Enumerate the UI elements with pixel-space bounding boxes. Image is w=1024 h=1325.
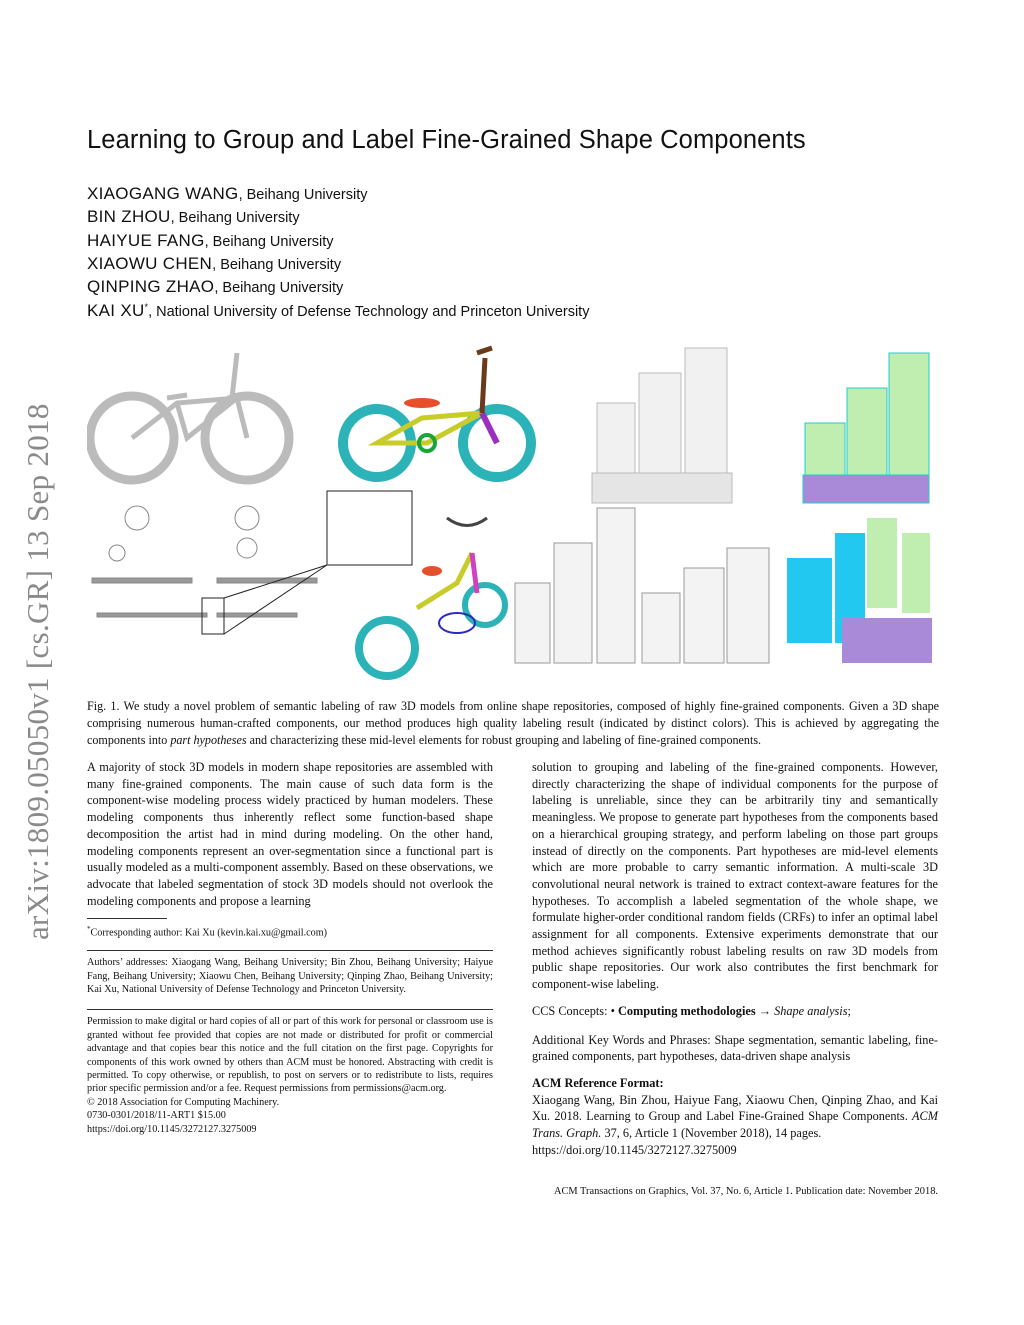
copyright-line: © 2018 Association for Computing Machinery. — [87, 1096, 280, 1108]
caption-text: and characterizing these mid-level elements for robust grouping and labeling of fine-grained components. — [246, 732, 762, 747]
exploded-labeled-cabinet — [787, 518, 932, 663]
caption-emphasis: part hypotheses — [170, 732, 247, 747]
author-name: QINPING ZHAO — [87, 277, 215, 296]
page-footer: ACM Transactions on Graphics, Vol. 37, No. 6, Article 1. Publication date: November 2018. — [553, 1186, 938, 1197]
exploded-components — [92, 491, 412, 634]
author-name: XIAOWU CHEN — [87, 254, 213, 273]
ccs-category: Computing methodologies — [617, 1003, 756, 1018]
keywords: Additional Key Words and Phrases: Shape segmentation, semantic labeling, fine-grained components, part hypotheses, data-driven shape analysis — [532, 1032, 938, 1064]
author-name: KAI XU — [87, 301, 145, 320]
author-mark: * — [144, 302, 149, 313]
exploded-cabinet — [515, 508, 769, 663]
arxiv-identifier: arXiv:1809.05050v1 [cs.GR] 13 Sep 2018 — [20, 403, 55, 940]
reference-heading — [532, 1075, 938, 1092]
author-line — [87, 231, 334, 251]
author-name: BIN ZHOU — [87, 207, 171, 226]
author-affiliation: , National University of Defense Technology and Princeton University — [148, 304, 590, 320]
ccs-concepts — [532, 1003, 938, 1020]
reference-citation — [532, 1092, 938, 1142]
author-affiliation: , Beihang University — [212, 257, 342, 273]
abstract-paragraph: solution to grouping and labeling of the fine-grained components. However, directly characterizing the shape of individual components for the purpose of labeling is unreliable, since they can be arbitrarily tiny and semantically meaningless. We propose to generate part hypotheses from the components based on a hierarchical grouping strategy, and perform labeling on those part groups instead of directly on the components. Part hypotheses are mid-level elements which are more probable to carry semantic information. A multi-scale 3D convolutional neural network is trained to extract context-aware features for the hypotheses. To accomplish a labeled segmentation of the whole shape, we formulate higher-order conditional random fields (CRFs) to infer an optimal label assignment for all components. Extensive experiments demonstrate that our method achieves significantly robust labeling results on raw 3D models from public shape repositories. Our work also contributes the first benchmark for component-wise labeling. — [532, 760, 938, 992]
permission-notice: Permission to make digital or hard copies of all or part of this work for personal or classroom use is granted without fee provided that copies are not made or distributed for profit or commercial advantage and that copies bear this notice and the full citation on the first page. Copyrights for components of this work owned by others than ACM must be honored. Abstracting with credit is permitted. To copy otherwise, or republish, to post on servers or to redistribute to lists, requires prior specific permission and/or a fee. Request permissions from permissions@acm.org. — [87, 1016, 493, 1095]
figure-caption — [87, 698, 939, 748]
ccs-label: CCS Concepts: • — [532, 1003, 618, 1018]
author-line — [87, 301, 589, 321]
author-line — [87, 184, 368, 204]
colored-bicycle — [343, 348, 531, 477]
left-column — [87, 759, 493, 1136]
footnote-rule — [87, 918, 167, 919]
reference-heading-text: ACM Reference Format: — [532, 1075, 664, 1090]
ccs-subcategory: Shape analysis — [774, 1003, 848, 1018]
reference-doi-link[interactable]: https://doi.org/10.1145/3272127.3275009 — [532, 1142, 737, 1157]
doi-link[interactable]: https://doi.org/10.1145/3272127.3275009 — [87, 1123, 257, 1135]
paper-title: Learning to Group and Label Fine-Grained Shape Components — [87, 126, 806, 154]
footnote-text: Corresponding author: Kai Xu (kevin.kai.xu@gmail.com) — [90, 927, 328, 939]
author-affiliation: , Beihang University — [170, 210, 300, 226]
footnote-mark: * — [87, 925, 91, 934]
labeled-cabinet — [803, 353, 929, 503]
divider — [87, 950, 493, 951]
caption-text: We study a novel problem of semantic labeling of raw 3D models from online shape repositories, composed of highly fine-grained components. Given a 3D shape comprising numerous human-crafted components, our method produces high quality labeling result (indicated by distinct colors). This is achieved by aggregating the components into — [87, 699, 939, 747]
right-column — [532, 759, 938, 1158]
author-name: HAIYUE FANG — [87, 231, 205, 250]
author-line — [87, 207, 300, 227]
citation-text: 37, 6, Article 1 (November 2018), 14 pages. — [601, 1126, 822, 1141]
divider — [87, 1009, 493, 1010]
abstract-paragraph: A majority of stock 3D models in modern shape repositories are assembled with many fine-grained components. The main cause of such data form is the component-wise modeling process widely practiced by human modelers. These modeling components thus inherently reflect some function-based shape decomposition the artist had in mind during modeling. On the other hand, modeling components represent an over-segmentation since a functional part is usually modeled as a multi-component assembly. Based on these observations, we advocate that labeled segmentation of stock 3D models should not overlook the modeling components and propose a learning — [87, 760, 493, 908]
author-line — [87, 254, 341, 274]
author-addresses: Authors’ addresses: Xiaogang Wang, Beihang University; Bin Zhou, Beihang University; Haiyue Fang, Beihang University; Xiaowu Chen, Beihang University; Qinping Zhao, Beihang University; Kai Xu, National University of Defense Technology and Princeton University. — [87, 957, 493, 995]
caption-label: Fig. 1. — [87, 699, 120, 713]
author-affiliation: , Beihang University — [214, 280, 344, 296]
corresponding-footnote — [87, 923, 493, 940]
citation-journal: ACM Trans. Graph. — [532, 1109, 938, 1141]
author-affiliation: , Beihang University — [204, 234, 334, 250]
gray-bicycle — [90, 353, 289, 480]
author-line — [87, 277, 343, 297]
citation-text: Xiaogang Wang, Bin Zhou, Haiyue Fang, Xiaowu Chen, Qinping Zhao, and Kai Xu. 2018. Learning to Group and Label Fine-Grained Shape Components. — [532, 1092, 938, 1124]
gray-cabinet — [592, 348, 732, 503]
teaser-figure — [87, 343, 939, 683]
issn-line: 0730-0301/2018/11-ART1 $15.00 — [87, 1110, 226, 1122]
author-name: XIAOGANG WANG — [87, 184, 239, 203]
ccs-arrow: → — [755, 1003, 775, 1018]
ccs-end: ; — [847, 1003, 851, 1018]
author-affiliation: , Beihang University — [238, 187, 368, 203]
